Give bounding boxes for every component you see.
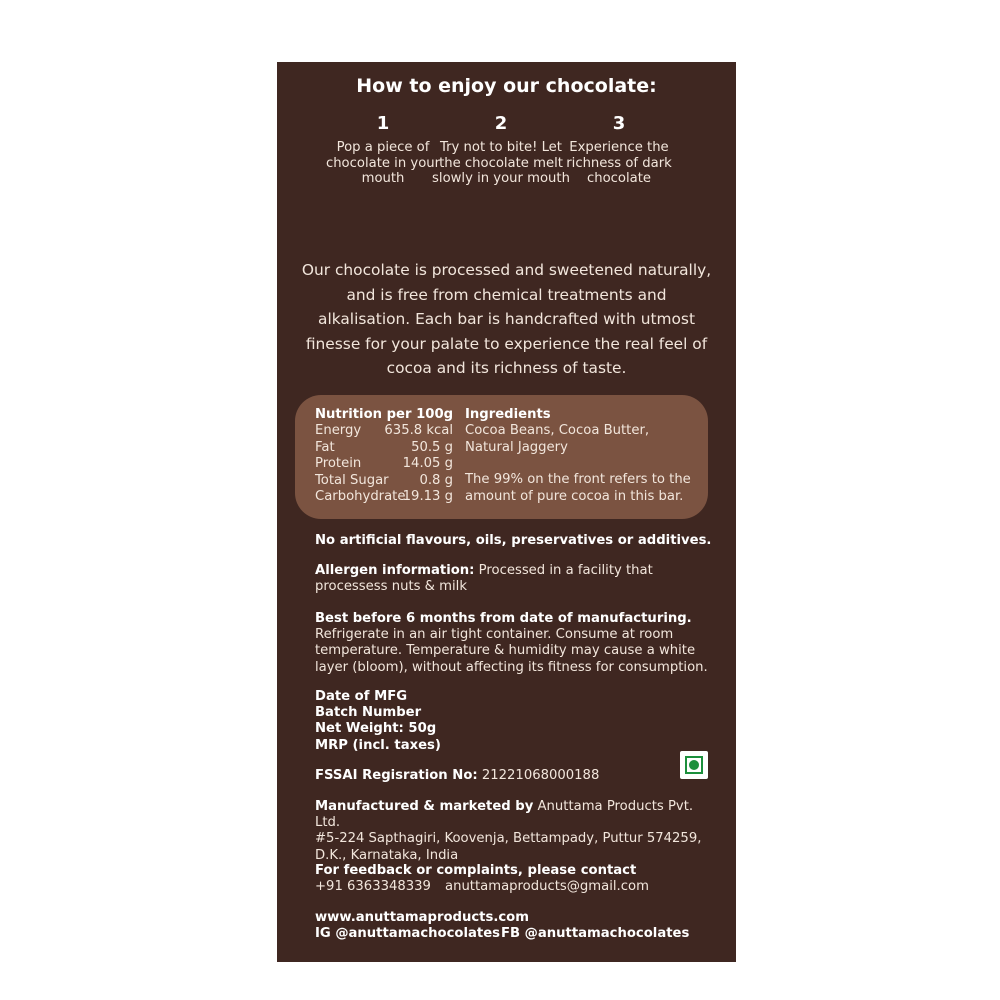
manufacturer-label: Manufactured & marketed by [315,799,534,814]
nutrition-row [315,423,453,439]
step-1-text: Pop a piece of chocolate in your mouth [325,140,441,186]
fssai-registration [315,768,715,784]
nutrition-row [315,489,453,505]
nutrient-name: Fat [315,439,335,455]
best-before-heading: Best before 6 months from date of manufacturing. [315,611,692,626]
nutrient-name: Carbohydrate [315,488,406,504]
nutrient-name: Energy [315,423,362,439]
nutrition-table [315,407,453,505]
feedback-heading: For feedback or complaints, please contact [315,863,637,878]
best-before-block [315,611,715,676]
storage-instructions: Refrigerate in an air tight container. Consume at room temperature. Temperature & humidity may cause a white layer (bloom), without affecting its fitness for consumption. [315,627,708,675]
ingredients-block [465,407,700,505]
net-weight: Net Weight: 50g [315,721,437,737]
fssai-label: FSSAI Regisration No: [315,768,478,783]
nutrient-name: Protein [315,456,362,472]
allergen-text: Processed in a facility that processess nuts & milk [315,563,653,595]
nutrient-value: 19.13 g [402,488,453,504]
manufacturer-address: #5-224 Sapthagiri, Koovenja, Bettampady, Puttur 574259, D.K., Karnataka, India [315,831,702,863]
nutrient-value: 14.05 g [402,456,453,472]
instagram-handle: IG @anuttamachocolates [315,926,500,942]
step-2-number: 2 [494,113,508,134]
nutrition-row [315,440,453,456]
contact-phone: +91 6363348339 [315,879,431,895]
enjoy-title: How to enjoy our chocolate: [356,75,657,97]
nutrient-name: Total Sugar [315,472,389,488]
batch-number: Batch Number [315,705,422,721]
facebook-handle: FB @anuttamachocolates [501,926,690,942]
contact-email: anuttamaproducts@gmail.com [445,879,649,895]
step-1-number: 1 [376,113,390,134]
intro-paragraph: Our chocolate is processed and sweetened naturally, and is free from chemical treatments and alkalisation. Each bar is handcrafted with utmost finesse for your palate to experience the real feel of cocoa and its richness of taste. [301,261,712,378]
mrp: MRP (incl. taxes) [315,737,441,753]
product-label [277,62,736,962]
ingredients-heading: Ingredients [465,407,551,422]
nutrient-value: 0.8 g [419,472,453,488]
nutrition-heading: Nutrition per 100g [315,407,454,422]
allergen-info [315,563,715,595]
date-of-mfg: Date of MFG [315,689,408,704]
fssai-number: 21221068000188 [477,768,600,783]
no-additives-statement: No artificial flavours, oils, preservatives or additives. [315,533,712,548]
website: www.anuttamaproducts.com [315,910,529,925]
product-details [315,689,715,754]
social-block [315,910,715,942]
ingredients-text: Cocoa Beans, Cocoa Butter, Natural Jaggery [465,423,650,455]
step-3-number: 3 [612,113,626,134]
step-2-text: Try not to bite! Let the chocolate melt slowly in your mouth [432,140,570,186]
nutrition-row [315,456,453,472]
allergen-label: Allergen information: [315,563,475,578]
cocoa-note: The 99% on the front refers to the amount of pure cocoa in this bar. [465,472,691,504]
feedback-block [315,863,715,895]
step-3-text: Experience the richness of dark chocolate [566,140,672,186]
nutrient-value: 635.8 kcal [384,423,453,439]
nutrition-panel [295,395,708,519]
manufacturer-name: Anuttama Products Pvt. Ltd. [315,799,694,831]
nutrient-value: 50.5 g [411,439,453,455]
manufacturer-block [315,799,715,864]
nutrition-row [315,473,453,489]
